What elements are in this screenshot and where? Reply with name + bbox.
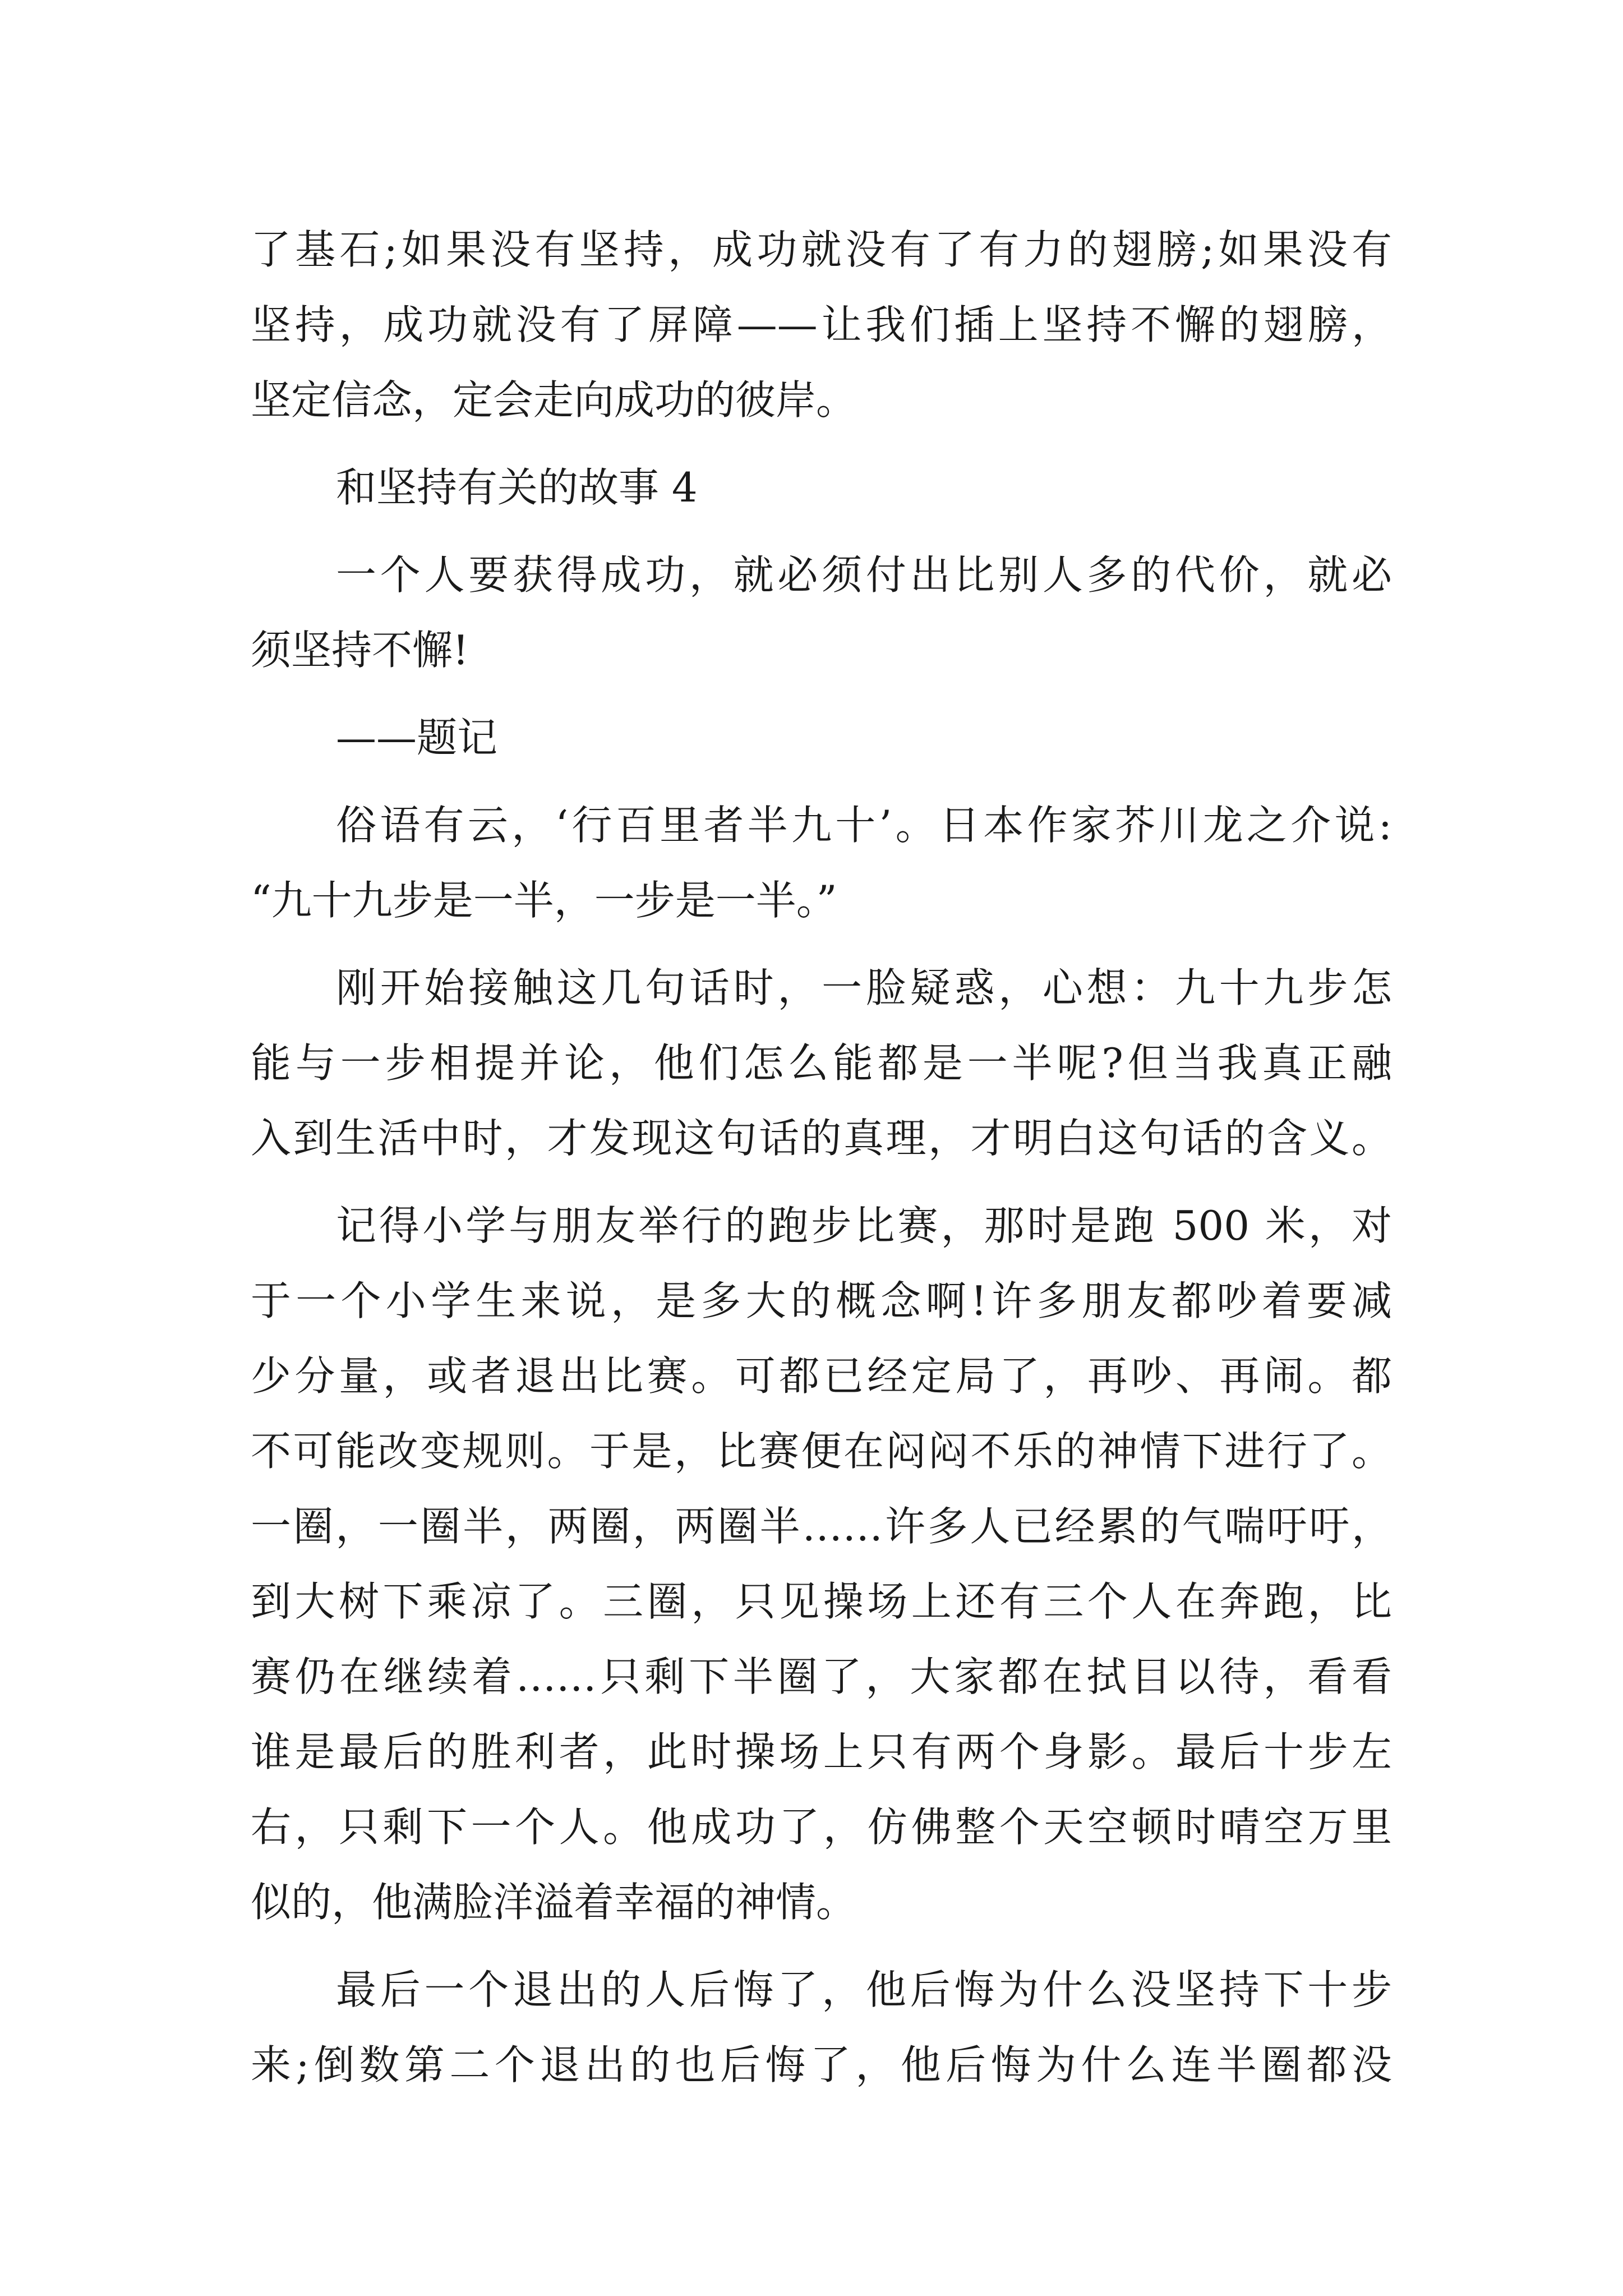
paragraph-gap: [251, 438, 1392, 450]
text-line: 谁是最后的胜利者，此时操场上只有两个身影。最后十步左: [251, 1728, 1392, 1775]
text-line: 了基石;如果没有坚持，成功就没有了有力的翅膀;如果没有: [251, 226, 1392, 273]
text-line: 赛仍在继续着……只剩下半圈了，大家都在拭目以待，看看: [251, 1653, 1392, 1700]
text-line: 须坚持不懈!: [251, 627, 469, 674]
paragraph-gap: [251, 1940, 1392, 1952]
text-line: 一个人要获得成功，就必须付出比别人多的代价，就必: [336, 551, 1392, 599]
text-line: “九十九步是一半，一步是一半。”: [251, 877, 837, 924]
paragraph-gap: [251, 525, 1392, 537]
text-line: 不可能改变规则。于是，比赛便在闷闷不乐的神情下进行了。: [251, 1428, 1392, 1475]
text-line: 记得小学与朋友举行的跑步比赛，那时是跑 500 米，对: [336, 1202, 1392, 1249]
text-line: 来;倒数第二个退出的也后悔了，他后悔为什么连半圈都没: [251, 2041, 1392, 2088]
text-line: 于一个小学生来说，是多大的概念啊!许多朋友都吵着要减: [251, 1277, 1392, 1324]
text-line: 少分量，或者退出比赛。可都已经定局了，再吵、再闹。都: [251, 1352, 1392, 1400]
text-line: 到大树下乘凉了。三圈，只见操场上还有三个人在奔跑，比: [251, 1578, 1392, 1625]
text-line: 刚开始接触这几句话时，一脸疑惑，心想：九十九步怎: [336, 964, 1392, 1011]
text-line: 俗语有云，‘行百里者半九十’。日本作家芥川龙之介说:: [336, 802, 1392, 849]
text-line: 一圈，一圈半，两圈，两圈半……许多人已经累的气喘吁吁，: [251, 1503, 1392, 1550]
paragraph-gap: [251, 938, 1392, 950]
text-line: 能与一步相提并论，他们怎么能都是一半呢?但当我真正融: [251, 1039, 1392, 1087]
text-line: 最后一个退出的人后悔了，他后悔为什么没坚持下十步: [336, 1966, 1392, 2013]
paragraph-gap: [251, 1176, 1392, 1188]
text-line: 坚定信念，定会走向成功的彼岸。: [251, 376, 857, 424]
text-line: 似的，他满脸洋溢着幸福的神情。: [251, 1879, 857, 1926]
paragraph-gap: [251, 688, 1392, 700]
text-line: 坚持，成功就没有了屏障——让我们插上坚持不懈的翅膀，: [251, 301, 1392, 348]
text-line: ——题记: [336, 714, 498, 761]
text-line: 和坚持有关的故事 4: [336, 464, 698, 511]
paragraph-gap: [251, 775, 1392, 788]
text-line: 右，只剩下一个人。他成功了，仿佛整个天空顿时晴空万里: [251, 1803, 1392, 1851]
document-body: [251, 212, 1392, 2102]
text-line: 入到生活中时，才发现这句话的真理，才明白这句话的含义。: [251, 1115, 1392, 1162]
